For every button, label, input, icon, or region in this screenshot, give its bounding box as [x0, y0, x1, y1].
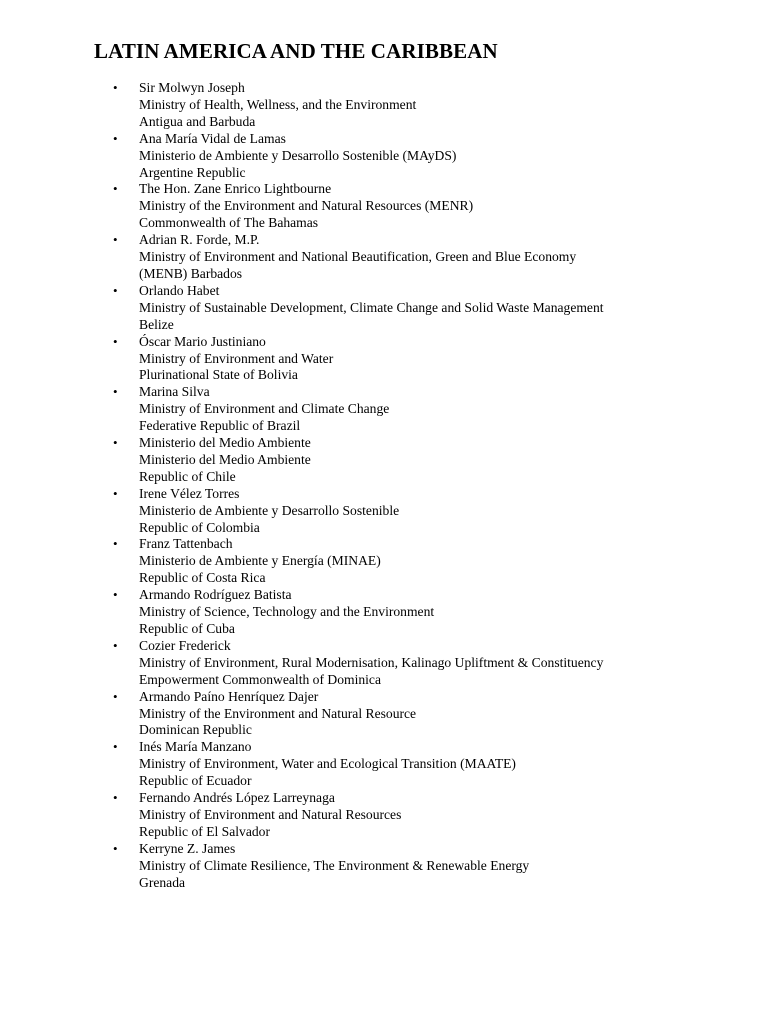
entry-name: Kerryne Z. James — [139, 840, 236, 856]
entry-ministry: Ministry of Environment and Water — [139, 350, 334, 366]
list-item — [0, 384, 768, 435]
entry-ministry: Ministerio de Ambiente y Desarrollo Sostenible — [139, 502, 400, 518]
entry-ministry: Ministerio de Ambiente y Energía (MINAE) — [139, 553, 381, 569]
entry-country: Republic of Ecuador — [139, 773, 252, 789]
bullet-icon: • — [113, 333, 118, 349]
entry-country: Republic of Colombia — [139, 519, 260, 535]
bullet-icon: • — [113, 130, 118, 146]
bullet-icon: • — [113, 536, 118, 552]
entry-country: Republic of Cuba — [139, 621, 235, 636]
entry-name: Armando Rodríguez Batista — [139, 587, 292, 603]
entry-name: Orlando Habet — [139, 282, 220, 298]
entry-country: Belize — [139, 316, 174, 332]
list-item — [0, 283, 768, 334]
entry-country: Empowerment Commonwealth of Dominica — [139, 671, 381, 687]
entry-country: Grenada — [139, 874, 186, 890]
entry-name: Cozier Frederick — [139, 637, 231, 653]
bullet-icon: • — [113, 181, 118, 197]
entry-country: Argentine Republic — [139, 164, 246, 180]
entry-name: Irene Vélez Torres — [139, 485, 240, 501]
entry-ministry: Ministry of Health, Wellness, and the Environment — [139, 96, 417, 112]
page-title: LATIN AMERICA AND THE CARIBBEAN — [94, 39, 498, 63]
bullet-icon: • — [113, 790, 118, 806]
bullet-icon: • — [113, 840, 118, 856]
list-item — [0, 841, 768, 892]
list-item — [0, 790, 768, 841]
minister-list — [0, 80, 768, 892]
entry-country: Plurinational State of Bolivia — [139, 367, 298, 383]
bullet-icon: • — [113, 384, 118, 400]
entry-country: Republic of El Salvador — [139, 823, 270, 839]
list-item — [0, 739, 768, 790]
entry-ministry: Ministry of Environment, Rural Modernisation, Kalinago Upliftment & Constituency — [139, 654, 604, 670]
entry-country: (MENB) Barbados — [139, 265, 243, 281]
list-item — [0, 232, 768, 283]
entry-name: Sir Molwyn Joseph — [139, 80, 245, 95]
entry-name: Marina Silva — [139, 384, 210, 400]
entry-name: Adrian R. Forde, M.P. — [139, 232, 260, 248]
entry-ministry: Ministerio del Medio Ambiente — [139, 451, 311, 467]
list-item — [0, 334, 768, 385]
entry-ministry: Ministry of Environment and Natural Resources — [139, 806, 402, 822]
bullet-icon: • — [113, 688, 118, 704]
list-item — [0, 435, 768, 486]
entry-country: Republic of Chile — [139, 468, 236, 484]
entry-name: Inés María Manzano — [139, 739, 252, 755]
list-item — [0, 587, 768, 638]
entry-name: Armando Paíno Henríquez Dajer — [139, 688, 319, 704]
list-item — [0, 131, 768, 182]
entry-ministry: Ministry of Sustainable Development, Climate Change and Solid Waste Management — [139, 299, 604, 315]
entry-name: Ministerio del Medio Ambiente — [139, 435, 311, 451]
bullet-icon: • — [113, 435, 118, 451]
entry-country: Dominican Republic — [139, 722, 252, 738]
bullet-icon: • — [113, 282, 118, 298]
list-item — [0, 638, 768, 689]
entry-country: Federative Republic of Brazil — [139, 418, 301, 434]
bullet-icon: • — [113, 587, 118, 603]
list-item — [0, 689, 768, 740]
bullet-icon: • — [113, 739, 118, 755]
entry-ministry: Ministry of Science, Technology and the Environment — [139, 604, 435, 620]
entry-ministry: Ministry of the Environment and Natural Resources (MENR) — [139, 198, 474, 214]
bullet-icon: • — [113, 232, 118, 248]
list-item — [0, 181, 768, 232]
entry-name: Ana María Vidal de Lamas — [139, 130, 286, 146]
entry-ministry: Ministry of Environment and National Beautification, Green and Blue Economy — [139, 249, 577, 265]
bullet-icon: • — [113, 80, 118, 95]
entry-country: Commonwealth of The Bahamas — [139, 215, 319, 231]
entry-ministry: Ministry of the Environment and Natural Resource — [139, 705, 417, 721]
entry-name: The Hon. Zane Enrico Lightbourne — [139, 181, 332, 197]
list-item — [0, 536, 768, 587]
bullet-icon: • — [113, 485, 118, 501]
entry-country: Republic of Costa Rica — [139, 570, 266, 586]
entry-ministry: Ministry of Environment, Water and Ecological Transition (MAATE) — [139, 756, 516, 772]
entry-ministry: Ministry of Climate Resilience, The Environment & Renewable Energy — [139, 857, 530, 873]
list-item — [0, 486, 768, 537]
list-item — [0, 80, 768, 131]
entry-country: Antigua and Barbuda — [139, 113, 256, 129]
entry-name: Óscar Mario Justiniano — [139, 333, 266, 349]
entry-name: Franz Tattenbach — [139, 536, 233, 552]
entry-name: Fernando Andrés López Larreynaga — [139, 790, 335, 806]
bullet-icon: • — [113, 637, 118, 653]
entry-ministry: Ministerio de Ambiente y Desarrollo Sostenible (MAyDS) — [139, 147, 457, 163]
entry-ministry: Ministry of Environment and Climate Change — [139, 401, 390, 417]
